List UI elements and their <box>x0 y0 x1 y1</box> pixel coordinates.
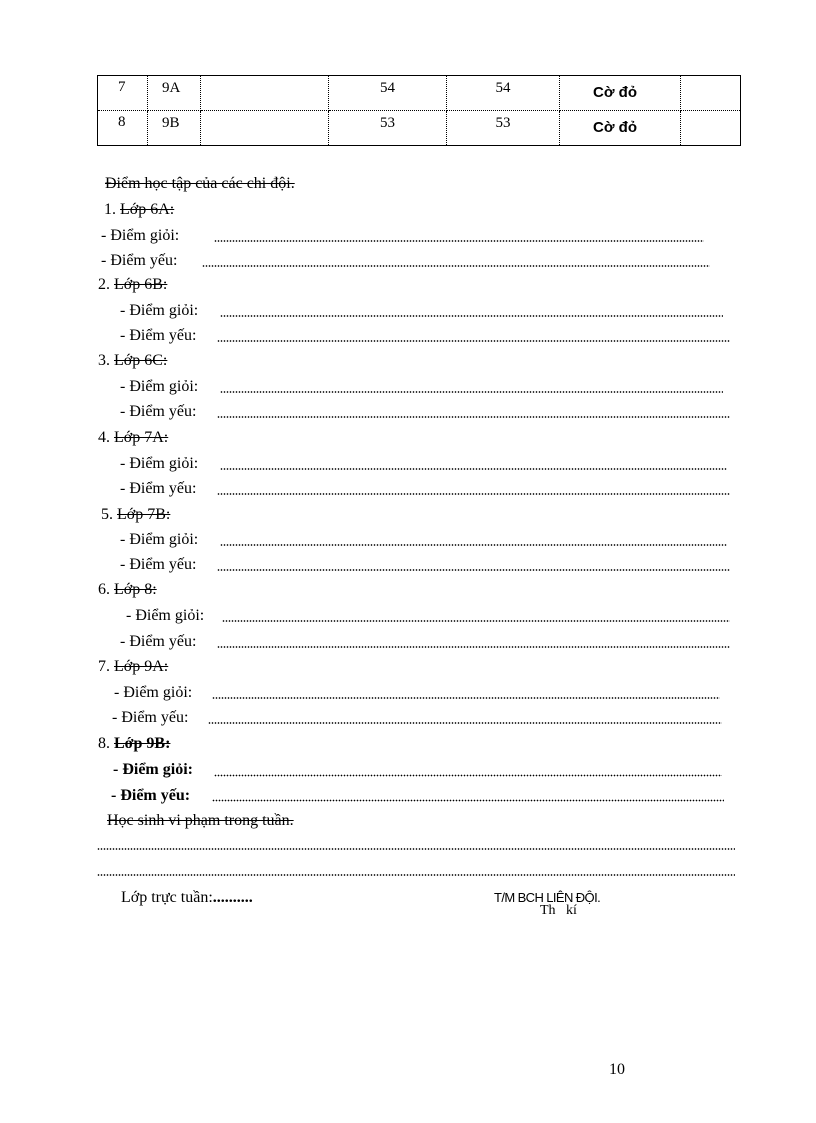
yeu-label: - Điểm yếu: <box>112 709 189 726</box>
signature-role: Th kí <box>540 903 577 918</box>
class-number: 5. <box>101 506 113 523</box>
class-label: Lớp 9A: <box>114 658 169 675</box>
class-heading <box>104 200 174 220</box>
class-label: Lớp 6A: <box>120 201 175 218</box>
signature-org: T/M BCH LIÊN ĐỘI. <box>494 890 601 905</box>
row-number: 7 <box>98 76 148 111</box>
duty-class <box>121 888 253 908</box>
fill-line <box>220 468 727 470</box>
fill-line <box>222 620 730 622</box>
table-row <box>98 76 741 111</box>
gioi-label: - Điểm giỏi: <box>126 607 205 624</box>
fill-line <box>217 569 730 571</box>
fill-line <box>202 265 710 267</box>
table-row <box>98 111 741 146</box>
yeu-label: - Điểm yếu: <box>120 480 197 497</box>
class-number: 4. <box>98 429 110 446</box>
fill-line <box>220 391 723 393</box>
gioi-label: - Điểm giỏi: <box>120 302 199 319</box>
gioi-label: - Điểm giỏi: <box>120 455 199 472</box>
class-name: 9B <box>148 111 201 146</box>
fill-line <box>214 240 704 242</box>
empty-cell <box>201 76 329 111</box>
class-heading <box>98 428 168 448</box>
yeu-label: - Điểm yếu: <box>120 403 197 420</box>
class-number: 6. <box>98 581 110 598</box>
score-cell: 53 <box>447 111 560 146</box>
class-heading <box>98 734 170 754</box>
class-heading <box>98 580 157 600</box>
page-number: 10 <box>609 1061 625 1078</box>
fill-line <box>217 416 730 418</box>
yeu-label: - Điểm yếu: <box>111 787 191 804</box>
duty-label: Lớp trực tuần: <box>121 889 213 906</box>
fill-line <box>97 874 735 876</box>
class-label: Lớp 6B: <box>114 276 168 293</box>
class-label: Lớp 8: <box>114 581 157 598</box>
fill-line <box>220 315 723 317</box>
class-heading <box>98 275 167 295</box>
gioi-label: - Điểm giỏi: <box>114 684 193 701</box>
gioi-label: - Điểm giỏi: <box>101 227 180 244</box>
flag-cell: Cờ đỏ <box>560 76 681 111</box>
class-label: Lớp 7B: <box>117 506 171 523</box>
score-cell: 54 <box>329 76 447 111</box>
class-label: Lớp 9B: <box>114 735 171 752</box>
empty-cell <box>681 111 741 146</box>
class-heading <box>98 351 167 371</box>
fill-line <box>214 774 722 777</box>
score-cell: 53 <box>329 111 447 146</box>
class-number: 3. <box>98 352 110 369</box>
fill-line <box>97 848 735 850</box>
class-number: 2. <box>98 276 110 293</box>
fill-line <box>220 544 727 546</box>
fill-line <box>217 340 730 342</box>
empty-cell <box>201 111 329 146</box>
class-heading <box>101 505 170 525</box>
gioi-label: - Điểm giỏi: <box>113 761 193 778</box>
fill-line <box>217 646 730 648</box>
yeu-label: - Điểm yếu: <box>120 327 197 344</box>
flag-cell: Cờ đỏ <box>560 111 681 146</box>
section-title: Điểm học tập của các chi đội. <box>105 175 295 192</box>
yeu-label: - Điểm yếu: <box>120 556 197 573</box>
row-number: 8 <box>98 111 148 146</box>
fill-line <box>212 697 720 699</box>
score-cell: 54 <box>447 76 560 111</box>
fill-line <box>208 722 722 724</box>
violations-title: Học sinh vi phạm trong tuần. <box>107 812 294 829</box>
fill-line <box>212 799 724 802</box>
ranking-table <box>97 75 741 146</box>
class-name: 9A <box>148 76 201 111</box>
class-number: 8. <box>98 735 110 752</box>
yeu-label: - Điểm yếu: <box>120 633 197 650</box>
class-label: Lớp 6C: <box>114 352 168 369</box>
class-number: 7. <box>98 658 110 675</box>
yeu-label: - Điểm yếu: <box>101 252 178 269</box>
empty-cell <box>681 76 741 111</box>
duty-value: .......... <box>212 889 253 906</box>
gioi-label: - Điểm giỏi: <box>120 531 199 548</box>
class-label: Lớp 7A: <box>114 429 169 446</box>
class-heading <box>98 657 168 677</box>
class-number: 1. <box>104 201 116 218</box>
fill-line <box>217 493 730 495</box>
gioi-label: - Điểm giỏi: <box>120 378 199 395</box>
